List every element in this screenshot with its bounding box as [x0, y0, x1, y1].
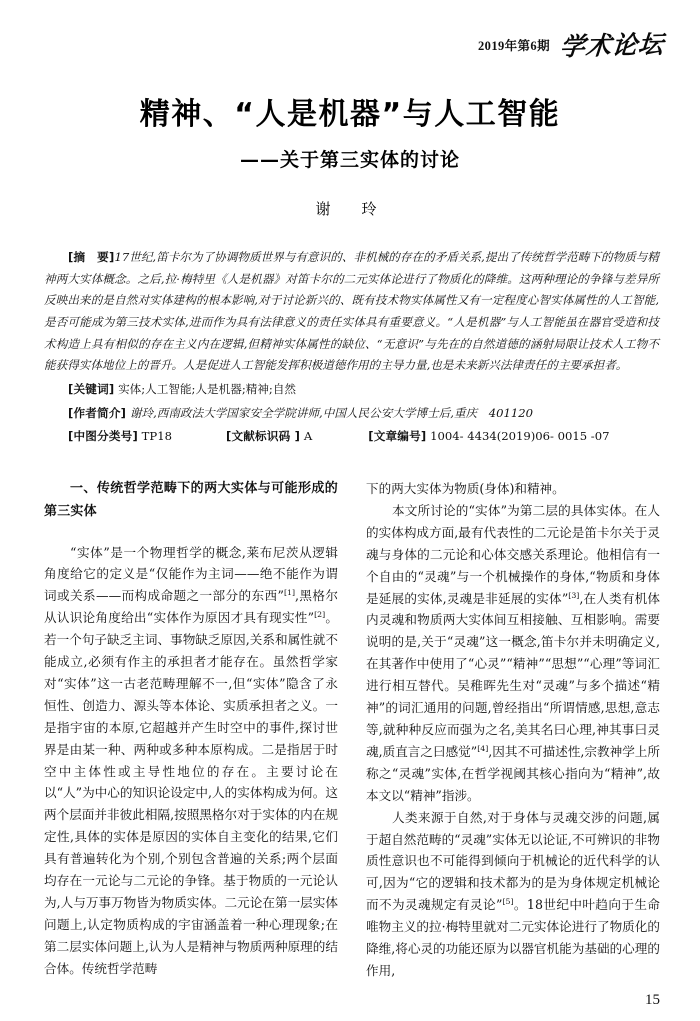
abstract-text: 17世纪,笛卡尔为了协调物质世界与有意识的、非机械的存在的矛盾关系,提出了传统哲学范畴下的物质与精神两大实体概念。之后,拉·梅特里《人是机器》对笛卡尔的二元实体论进行了物质化的降维。这两种理论的争锋与差异所反映出来的是自然对实体建构的根本影响,对于讨论新兴的、既有技术物实体属性又有一定程度心智实体属性的人工智能,是否可能成为第三技术实体,进而作为具有法律意义的责任实体具有重要意义。“人是机器”与人工智能虽在器官受造和技术构造上具有相似的存在主义内在逻辑,但精神实体属性的缺位、“无意识”与先在的自然道德的涵射局限让技术人工物不能获得实体地位上的晋升。人是促进人工智能发挥积极道德作用的主导力量,也是未来新兴法律责任的主要承担者。 — [44, 250, 659, 373]
article-id-label: [文章编号] — [368, 429, 427, 444]
paragraph — [44, 542, 338, 980]
paragraph-text: ,在人类有机体内灵魂和物质两大实体间互相接触、互相影响。需要说明的是,关于“灵魂”这一概念,笛卡尔并未明确定义,在其著作中使用了“心灵”“精神”“思想”“心理”等词汇进行相互替代。吴稚晖先生对“灵魂”与多个描述“精神”的词汇通用的问题,曾经指出“所谓情感,思想,意志等,就种种反应而强为之名,美其名曰心理,神其事曰灵魂,质直言之曰感觉” — [366, 590, 660, 759]
issue-label: 2019年第6期 — [478, 39, 550, 53]
left-column — [44, 478, 338, 996]
paragraph-text: “实体”是一个物理哲学的概念,莱布尼茨从逻辑角度给它的定义是“仅能作为主词——绝不能作为谓词或关系——而构成命题之一部分的东西” — [44, 544, 338, 604]
classification-codes — [44, 426, 659, 448]
paragraph-text: 下的两大实体为物质(身体)和精神。 — [366, 481, 565, 496]
journal-title-calligraphy: 学术论坛 — [558, 29, 666, 62]
paragraph — [366, 807, 660, 982]
citation-ref: [1] — [283, 588, 295, 598]
keywords-block — [44, 379, 659, 401]
paragraph-text: ,黑格尔从认识论角度给出“实体作为原因才具有现实性” — [44, 588, 338, 626]
running-head — [478, 24, 666, 62]
author-bio-text: 谢玲,西南政法大学国家安全学院讲师,中国人民公安大学博士后,重庆 401120 — [129, 405, 534, 420]
citation-ref: [4] — [477, 743, 489, 753]
front-matter — [44, 247, 659, 448]
author-bio-label: [作者简介] — [68, 405, 127, 420]
paragraph-text: 。若一个句子缺乏主词、事物缺乏原因,关系和属性就不能成立,必须有作主的承担者才能存在。虽然哲学家对“实体”这一古老范畴理解不一,但“实体”隐含了永恒性、创造力、源头等本体论、实质承担者之义。一是指宇宙的本原,它超越并产生时空中的事件,探讨世界是由某一种、两种或多种本原构成。二是指居于时空中主体性或主导性地位的存在。主要讨论在以“人”为中心的知识论设定中,人的实体构成为何。这两个层面并非彼此相隔,按照黑格尔对于实体的内在规定性,具体的实体是原因的实体自主变化的结果,它们具有普遍转化为个别,个别包含普遍的关系;两个层面均存在一元论与二元论的争锋。基于物质的一元论认为,人与万事万物皆为物质实体。二元论在第一层实体问题上,认定物质构成的宇宙涵盖着一种心理现象;在第二层实体问题上,认为人是精神与物质两种原理的结合体。传统哲学范畴 — [44, 610, 338, 976]
page-title: 精神、“人是机器”与人工智能 — [139, 97, 561, 132]
abstract-label: [摘 要] — [68, 250, 115, 264]
keywords-label: [关键词] — [68, 382, 115, 397]
paragraph — [366, 500, 660, 807]
page-number: 15 — [645, 992, 660, 1008]
page-subtitle: ——关于第三实体的讨论 — [239, 148, 460, 171]
clc-value: TP18 — [141, 429, 172, 444]
paragraph-text: ,因其不可描述性,宗教神学上所称之“灵魂”实体,在哲学视阈其核心指向为“精神”,故本文以“精神”指涉。 — [366, 743, 660, 803]
author-name: 谢 玲 — [315, 200, 385, 219]
article-id-value: 1004- 4434(2019)06- 0015 -07 — [430, 429, 610, 444]
right-column — [366, 478, 660, 996]
paragraph-text: 人类来源于自然,对于身体与灵魂交涉的问题,属于超自然范畴的“灵魂”实体无以论证,不可辨识的非物质性意识也不可能得到倾向于机械论的近代科学的认可,因为“它的逻辑和技术都为的是为身体规定机械论而不为灵魂规定有灵论” — [366, 809, 660, 913]
paragraph-text: 本文所讨论的“实体”为第二层的具体实体。在人的实体构成方面,最有代表性的二元论是笛卡尔关于灵魂与身体的二元论和心体交感关系理论。他相信有一个自由的“灵魂”与一个机械操作的身体,“物质和身体是延展的实体,灵魂是非延展的实体” — [366, 502, 660, 606]
body-columns — [44, 478, 660, 996]
clc-label: [中图分类号] — [68, 429, 138, 444]
citation-ref: [3] — [568, 590, 580, 600]
paragraph-text: 。18世纪中叶趋向于生命唯物主义的拉·梅特里就对二元实体论进行了物质化的降维,将心灵的功能还原为以器官机能为基础的心理的作用, — [366, 897, 660, 978]
document-code-label: [文献标识码 ] — [225, 429, 301, 444]
abstract-block — [44, 247, 659, 377]
citation-ref: [2] — [314, 610, 326, 620]
paragraph — [366, 478, 660, 500]
author-bio-block — [44, 403, 659, 425]
section-heading-1: 一、传统哲学范畴下的两大实体与可能形成的第三实体 — [44, 481, 338, 519]
citation-ref: [5] — [502, 897, 514, 907]
title-block — [0, 96, 700, 219]
document-code-value: A — [303, 429, 313, 444]
keywords-text: 实体;人工智能;人是机器;精神;自然 — [118, 382, 297, 397]
